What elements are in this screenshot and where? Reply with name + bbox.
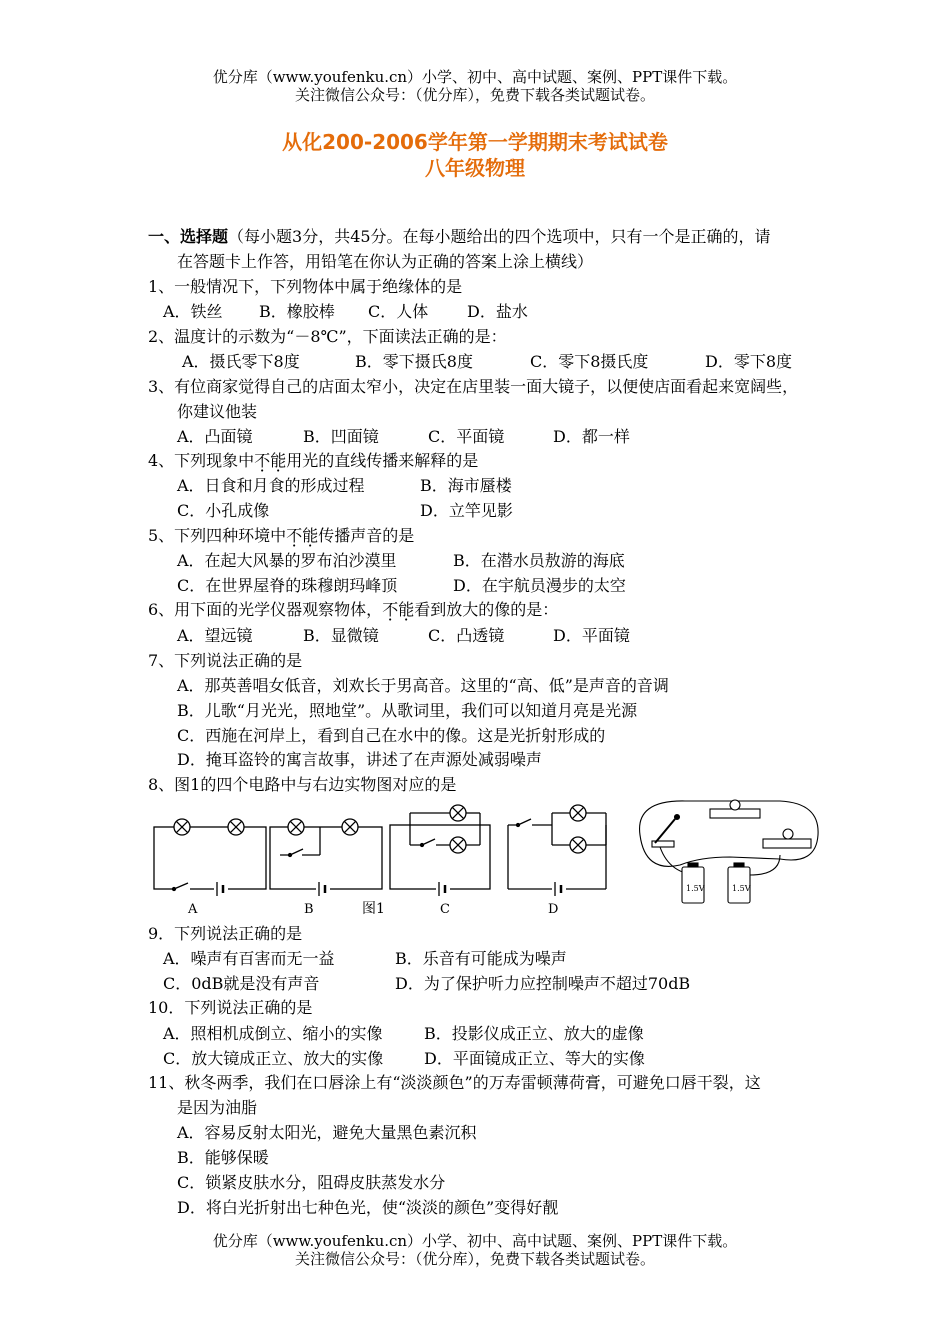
q9-option-b: B．乐音有可能成为噪声 [395, 949, 567, 968]
q9-option-c: C．0dB就是没有声音 [163, 974, 320, 993]
circuit-label-b: B [304, 902, 314, 917]
header-line-1: 优分库（www.youfenku.cn）小学、初中、高中试题、案例、PPT课件下载。 [212, 68, 738, 86]
q3-option-a: A．凸面镜 [177, 427, 253, 446]
section-heading: 一、选择题 [148, 227, 229, 246]
q1-option-b: B．橡胶棒 [259, 302, 335, 321]
q1-option-d: D．盐水 [467, 302, 528, 321]
q3-stem-2: 你建议他装 [177, 402, 258, 421]
q4-option-d: D．立竿见影 [420, 501, 513, 520]
circuit-figure [140, 795, 830, 925]
q2-option-d: D．零下8度 [705, 352, 793, 371]
q11-option-b: B．能够保暖 [177, 1148, 269, 1167]
q5-stem [148, 526, 414, 546]
q5-stem-post: 传播声音的是 [318, 526, 415, 545]
q4-option-c: C．小孔成像 [177, 501, 270, 520]
q5-option-c: C．在世界屋脊的珠穆朗玛峰顶 [177, 576, 398, 595]
q9-option-a: A．噪声有百害而无一益 [163, 949, 335, 968]
section-description-2: 在答题卡上作答，用铅笔在你认为正确的答案上涂上横线） [177, 252, 594, 271]
battery-label-2: 1.5V [732, 884, 751, 893]
q11-option-c: C．锁紧皮肤水分，阻碍皮肤蒸发水分 [177, 1173, 446, 1192]
q3-option-d: D．都一样 [553, 427, 630, 446]
q4-stem-pre: 4、下列现象中 [148, 451, 255, 470]
q6-option-b: B．显微镜 [303, 626, 379, 645]
exam-title: 从化200-2006学年第一学期期末考试试卷 [282, 130, 668, 154]
q6-emphasis-2: 能 [398, 600, 415, 619]
q5-option-a: A．在起大风暴的罗布泊沙漠里 [177, 551, 397, 570]
q11-option-d: D．将白光折射出七种色光，使“淡淡的颜色”变得好靓 [177, 1198, 559, 1217]
q1-stem: 1、一般情况下，下列物体中属于绝缘体的是 [148, 277, 463, 296]
q4-stem-post: 用光的直线传播来解释的是 [286, 451, 479, 470]
q3-option-c: C．平面镜 [428, 427, 505, 446]
q6-emphasis-1: 不 [382, 600, 399, 619]
q7-option-c: C．西施在河岸上，看到自己在水中的像。这是光折射形成的 [177, 726, 606, 745]
q6-stem-post: 看到放大的像的是： [414, 600, 559, 619]
q9-option-d: D．为了保护听力应控制噪声不超过70dB [395, 974, 691, 993]
battery-label-1: 1.5V [686, 884, 705, 893]
section-heading-line [148, 227, 771, 247]
q5-option-d: D．在宇航员漫步的太空 [453, 576, 626, 595]
q1-option-a: A．铁丝 [163, 302, 223, 321]
circuit-c [390, 805, 490, 896]
header-line-2: 关注微信公众号：（优分库），免费下载各类试题试卷。 [294, 86, 655, 104]
q4-emphasis-2: 能 [270, 451, 287, 470]
q10-option-b: B．投影仪成正立、放大的虚像 [424, 1024, 644, 1043]
q2-option-c: C．零下8摄氏度 [530, 352, 649, 371]
q7-option-a: A．那英善唱女低音，刘欢长于男高音。这里的“高、低”是声音的音调 [177, 676, 669, 695]
q6-stem [148, 600, 558, 620]
q7-option-d: D．掩耳盗铃的寓言故事，讲述了在声源处减弱噪声 [177, 750, 542, 769]
circuit-a [154, 819, 266, 896]
q8-stem: 8、图1的四个电路中与右边实物图对应的是 [148, 775, 457, 794]
circuit-label-a: A [188, 902, 198, 917]
q4-emphasis-1: 不 [254, 451, 271, 470]
circuit-d [508, 805, 606, 896]
q2-stem: 2、温度计的示数为“－8℃”，下面读法正确的是： [148, 327, 507, 346]
q2-option-b: B．零下摄氏8度 [355, 352, 473, 371]
q6-option-a: A．望远镜 [177, 626, 253, 645]
q7-option-b: B．儿歌“月光光，照地堂”。从歌词里，我们可以知道月亮是光源 [177, 701, 638, 720]
q5-stem-pre: 5、下列四种环境中 [148, 526, 287, 545]
q6-option-c: C．凸透镜 [428, 626, 505, 645]
footer-line-2: 关注微信公众号：（优分库），免费下载各类试题试卷。 [294, 1250, 655, 1268]
q5-emphasis-2: 能 [302, 526, 319, 545]
q6-stem-pre: 6、用下面的光学仪器观察物体， [148, 600, 383, 619]
q11-stem-1: 11、秋冬两季，我们在口唇涂上有“淡淡颜色”的万寿雷顿薄荷膏，可避免口唇干裂，这 [148, 1073, 761, 1092]
circuit-b [270, 819, 382, 896]
exam-subtitle: 八年级物理 [425, 156, 525, 180]
q11-stem-2: 是因为油脂 [177, 1098, 258, 1117]
q10-option-d: D．平面镜成正立、等大的实像 [424, 1049, 645, 1068]
q10-option-a: A．照相机成倒立、缩小的实像 [163, 1024, 383, 1043]
figure-label: 图1 [362, 901, 385, 917]
apparatus-drawing [640, 800, 819, 903]
q11-option-a: A．容易反射太阳光，避免大量黑色素沉积 [177, 1123, 477, 1142]
q10-stem: 10．下列说法正确的是 [148, 998, 313, 1017]
section-description: （每小题3分，共45分。在每小题给出的四个选项中，只有一个是正确的，请 [228, 227, 771, 246]
q3-option-b: B．凹面镜 [303, 427, 379, 446]
q5-option-b: B．在潜水员敖游的海底 [453, 551, 625, 570]
circuit-label-c: C [440, 902, 450, 917]
circuit-label-d: D [548, 902, 559, 917]
q2-option-a: A．摄氏零下8度 [182, 352, 300, 371]
q4-option-b: B．海市蜃楼 [420, 476, 512, 495]
q1-option-c: C．人体 [368, 302, 429, 321]
footer-line-1: 优分库（www.youfenku.cn）小学、初中、高中试题、案例、PPT课件下载。 [212, 1232, 738, 1250]
q9-stem: 9．下列说法正确的是 [148, 924, 303, 943]
q7-stem: 7、下列说法正确的是 [148, 651, 303, 670]
q4-stem [148, 451, 478, 471]
q5-emphasis-1: 不 [286, 526, 303, 545]
q3-stem-1: 3、有位商家觉得自己的店面太窄小，决定在店里装一面大镜子，以便使店面看起来宽阔些， [148, 377, 799, 396]
q10-option-c: C．放大镜成正立、放大的实像 [163, 1049, 384, 1068]
q4-option-a: A．日食和月食的形成过程 [177, 476, 365, 495]
q6-option-d: D．平面镜 [553, 626, 630, 645]
